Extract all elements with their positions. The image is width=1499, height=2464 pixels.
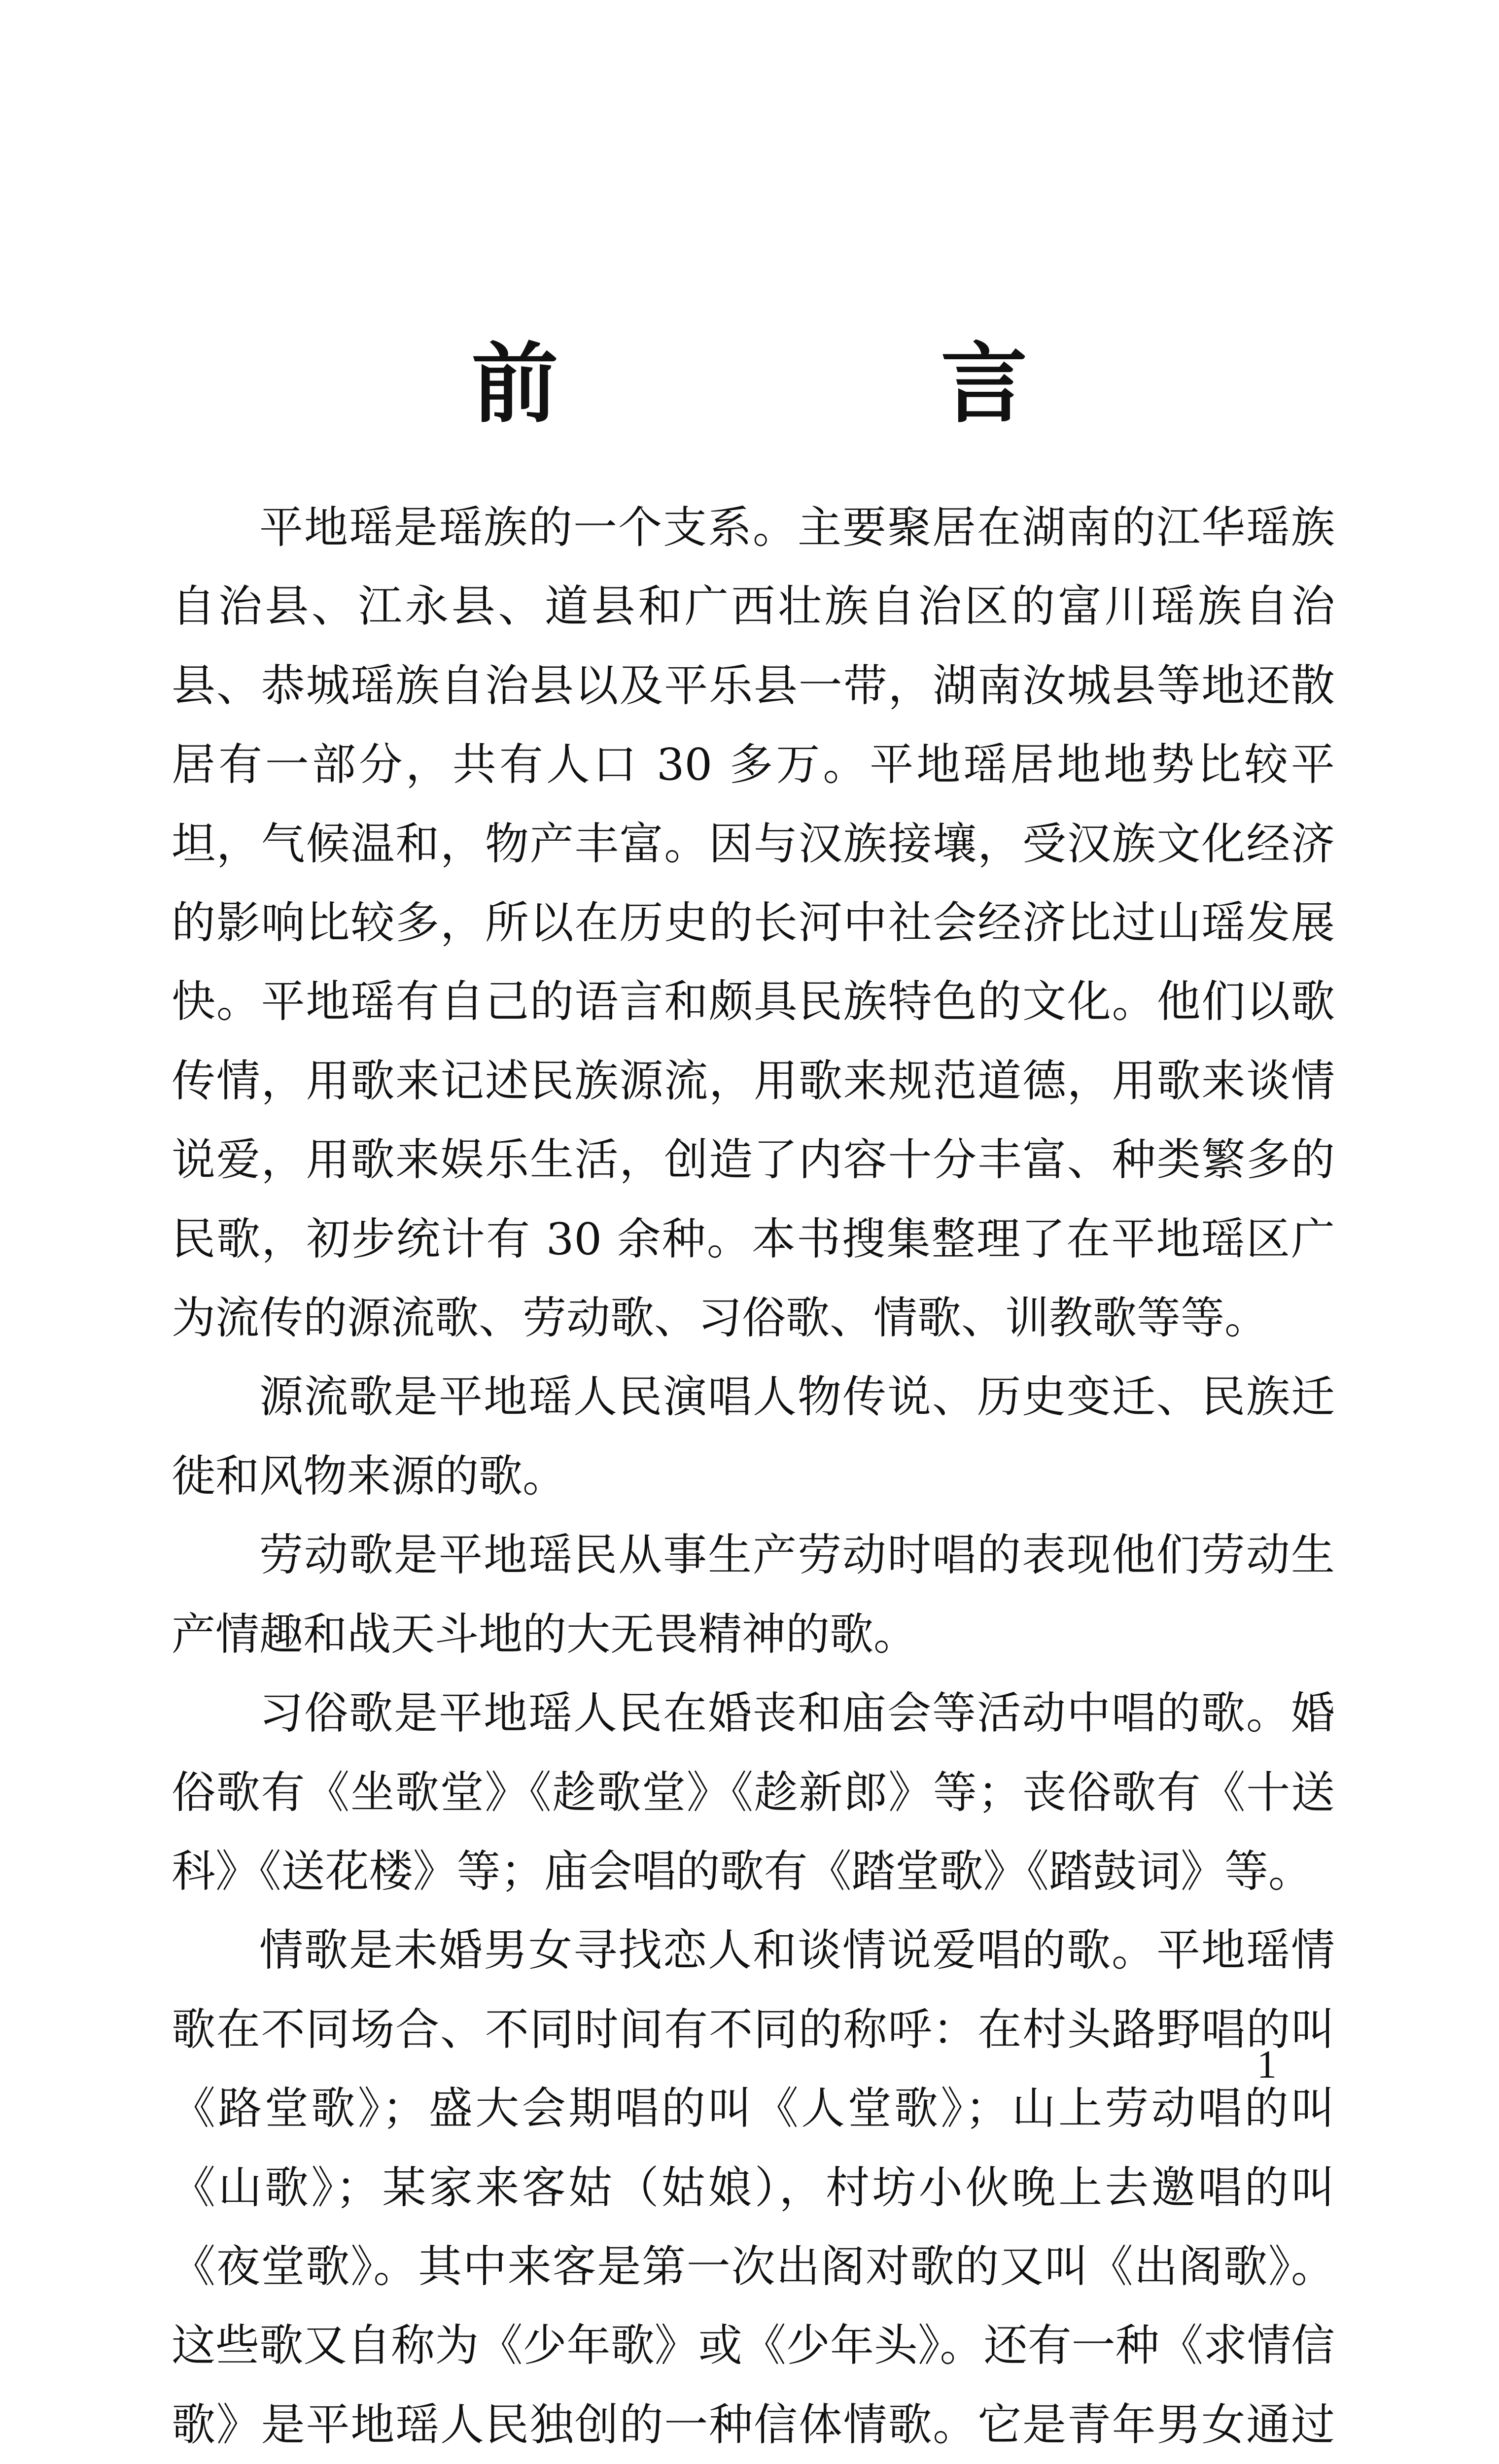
body-text (172, 488, 1335, 2464)
paragraph: 情歌是未婚男女寻找恋人和谈情说爱唱的歌。平地瑶情歌在不同场合、不同时间有不同的称呼：在村头路野唱的叫《路堂歌》；盛大会期唱的叫《人堂歌》；山上劳动唱的叫《山歌》；某家来客姑（姑娘），村坊小伙晚上去邀唱的叫《夜堂歌》。其中来客是第一次出阁对歌的又叫《出阁歌》。这些歌又自称为《少年歌》或《少年头》。还有一种《求情信歌》是平地瑶人民独创的一种信体情歌。它是青年男女通过 (172, 1924, 1335, 2450)
page-title: 前 言 (471, 334, 1176, 435)
paragraph: 源流歌是平地瑶人民演唱人物传说、历史变迁、民族迁徙和风物来源的歌。 (172, 1371, 1335, 1502)
page-number: 1 (1257, 2043, 1277, 2087)
paragraph: 习俗歌是平地瑶人民在婚丧和庙会等活动中唱的歌。婚俗歌有《坐歌堂》《趁歌堂》《趁新郎》等；丧俗歌有《十送科》《送花楼》等；庙会唱的歌有《踏堂歌》《踏鼓词》等。 (172, 1687, 1335, 1897)
paragraph: 平地瑶是瑶族的一个支系。主要聚居在湖南的江华瑶族自治县、江永县、道县和广西壮族自治区的富川瑶族自治县、恭城瑶族自治县以及平乐县一带，湖南汝城县等地还散居有一部分，共有人口 30 多万。平地瑶居地地势比较平坦，气候温和，物产丰富。因与汉族接壤，受汉族文化经济的影响比较多，所以在历史的长河中社会经济比过山瑶发展快。平地瑶有自己的语言和颇具民族特色的文化。他们以歌传情，用歌来记述民族源流，用歌来规范道德，用歌来谈情说爱，用歌来娱乐生活，创造了内容十分丰富、种类繁多的民歌，初步统计有 30 余种。本书搜集整理了在平地瑶区广为流传的源流歌、劳动歌、习俗歌、情歌、训教歌等等。 (172, 502, 1335, 1344)
paragraph: 劳动歌是平地瑶民从事生产劳动时唱的表现他们劳动生产情趣和战天斗地的大无畏精神的歌。 (172, 1529, 1335, 1660)
